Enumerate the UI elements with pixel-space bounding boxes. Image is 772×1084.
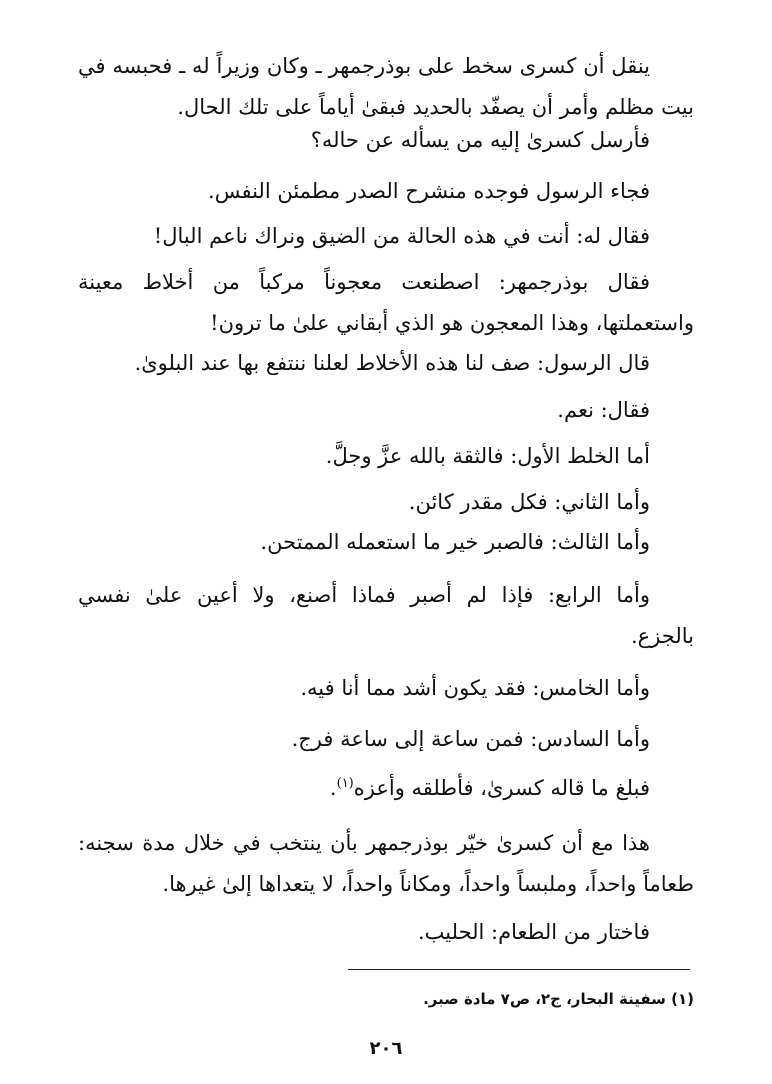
paragraph-line: فأرسل كسرىٰ إليه من يسأله عن حاله؟: [310, 128, 650, 152]
paragraph-10: [78, 522, 694, 563]
paragraph-end-period: .: [329, 776, 337, 800]
paragraph-3: [78, 171, 694, 212]
paragraph-line: [78, 768, 694, 809]
paragraph-text: فبلغ ما قاله كسرىٰ، فأطلقه وأعزه: [353, 776, 650, 800]
footnote-marker: (١): [336, 776, 354, 791]
paragraph-line: فقال له: أنت في هذه الحالة من الضيق ونراك ناعم البال!: [153, 224, 650, 248]
paragraph-13: [78, 719, 694, 760]
page-number: ٢٠٦: [369, 1038, 403, 1059]
paragraph-7: [78, 390, 694, 431]
paragraph-line: هذا مع أن كسرىٰ خيّر بوذرجمهر بأن ينتخب في خلال مدة سجنه:: [78, 831, 650, 855]
paragraph-line: وأما السادس: فمن ساعة إلى ساعة فرج.: [291, 727, 650, 751]
paragraph-1: [78, 46, 694, 128]
paragraph-line: وأما الخامس: فقد يكون أشد مما أنا فيه.: [300, 676, 650, 700]
paragraph-line: وأما الثالث: فالصبر خير ما استعمله الممتحن.: [260, 530, 650, 554]
paragraph-9: [78, 482, 694, 523]
paragraph-line: بالجزع.: [631, 624, 694, 648]
paragraph-line: فاختار من الطعام: الحليب.: [418, 920, 650, 944]
paragraph-line: قال الرسول: صف لنا هذه الأخلاط لعلنا ننتفع بها عند البلوىٰ.: [134, 351, 650, 375]
paragraph-line: أما الخلط الأول: فالثقة بالله عزَّ وجلَّ.: [325, 444, 650, 468]
footnote-divider: [348, 969, 690, 970]
paragraph-2: [78, 120, 694, 161]
paragraph-12: [78, 668, 694, 709]
footnote: (١) سفينة البحار، ج٢، ص٧ مادة صبر.: [423, 990, 694, 1008]
paragraph-line: وأما الرابع: فإذا لم أصبر فماذا أصنع، ولا أعين علىٰ نفسي: [78, 583, 650, 607]
paragraph-11: [78, 575, 694, 657]
paragraph-line: ينقل أن كسرى سخط على بوذرجمهر ـ وكان وزيراً له ـ فحبسه في: [78, 54, 650, 78]
paragraph-14: [78, 768, 694, 809]
paragraph-4: [78, 216, 694, 257]
paragraph-line: طعاماً واحداً، وملبساً واحداً، ومكاناً واحداً، لا يتعداها إلىٰ غيرها.: [162, 872, 694, 896]
paragraph-15: [78, 823, 694, 905]
paragraph-6: [78, 343, 694, 384]
paragraph-line: وأما الثاني: فكل مقدر كائن.: [408, 490, 650, 514]
paragraph-line: فقال بوذرجمهر: اصطنعت معجوناً مركباً من أخلاط معينة: [78, 270, 650, 294]
paragraph-line: فقال: نعم.: [557, 398, 650, 422]
paragraph-line: واستعملتها، وهذا المعجون هو الذي أبقاني علىٰ ما ترون!: [210, 311, 694, 335]
paragraph-8: [78, 436, 694, 477]
paragraph-line: بيت مظلم وأمر أن يصفّد بالحديد فبقىٰ أياماً على تلك الحال.: [177, 95, 694, 119]
paragraph-line: فجاء الرسول فوجده منشرح الصدر مطمئن النفس.: [208, 179, 650, 203]
paragraph-16: [78, 912, 694, 953]
paragraph-5: [78, 262, 694, 344]
